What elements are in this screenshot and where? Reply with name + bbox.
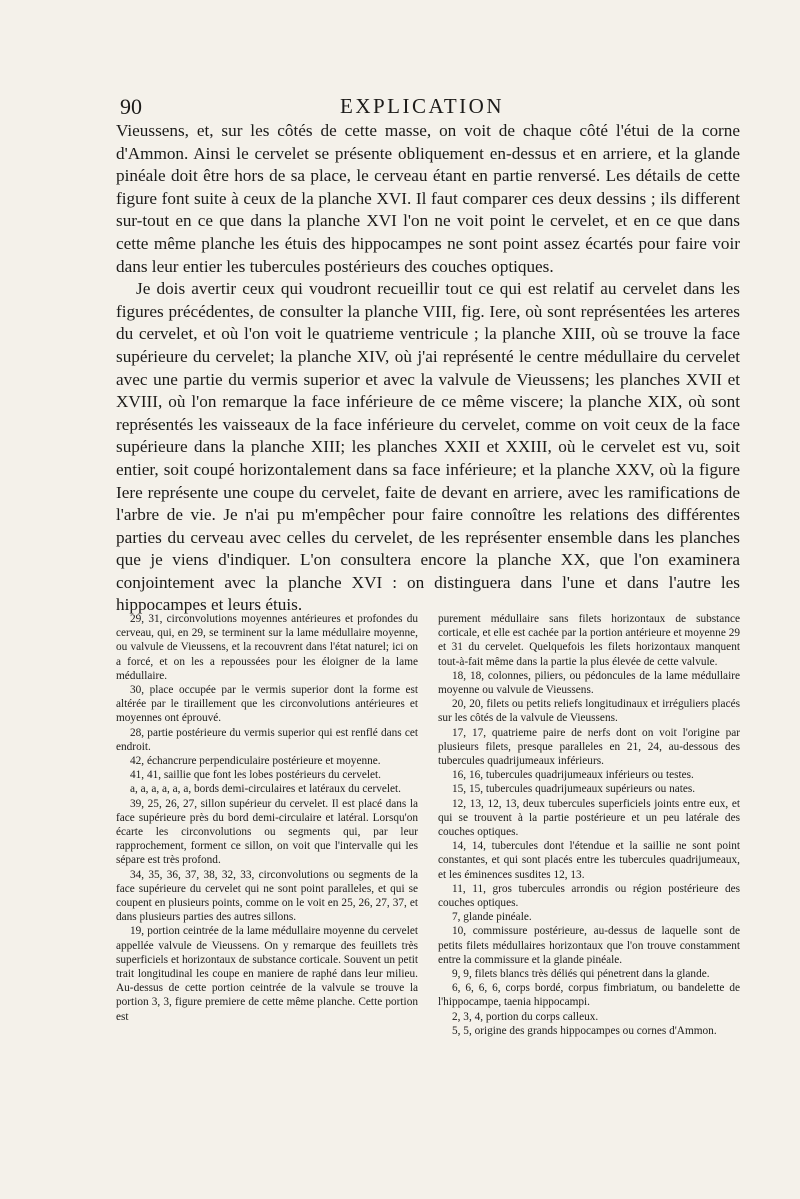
- note-item: 6, 6, 6, 6, corps bordé, corpus fimbriatum, ou bandelette de l'hippocampe, taenia hippocampi.: [438, 982, 740, 1009]
- note-item: 29, 31, circonvolutions moyennes antérieures et profondes du cerveau, qui, en 29, se terminent sur la lame médullaire moyenne, ou valvule de Vieussens, et la recouvrent dans l'état naturel; ici on a forcé, et on les a repoussées pour les éloigner de la lame médullaire.: [116, 613, 418, 682]
- note-item: 12, 13, 12, 13, deux tubercules superficiels joints entre eux, et qui se trouvent à la partie postérieure et un peu latérale des couches optiques.: [438, 797, 740, 839]
- note-item: 28, partie postérieure du vermis superior qui est renflé dans cet endroit.: [116, 726, 418, 753]
- note-item: 42, échancrure perpendiculaire postérieure et moyenne.: [130, 755, 381, 768]
- note-item: 9, 9, filets blancs très déliés qui pénetrent dans la glande.: [452, 968, 710, 981]
- note-item: 15, 15, tubercules quadrijumeaux supérieurs ou nates.: [452, 783, 696, 796]
- note-item: 5, 5, origine des grands hippocampes ou cornes d'Ammon.: [452, 1024, 717, 1037]
- running-title: EXPLICATION: [340, 94, 504, 118]
- note-item: 7, glande pinéale.: [452, 911, 532, 924]
- main-text: [116, 120, 740, 617]
- note-item: 41, 41, saillie que font les lobes postérieurs du cervelet.: [130, 769, 381, 782]
- note-item: purement médullaire sans filets horizontaux de substance corticale, et elle est cachée par la portion antérieure et moyenne 29 et 31 du cervelet. Quelquefois les filets horizontaux manquent tout-à-fait même dans la partie la plus élevée de cette valvule.: [438, 613, 740, 668]
- note-item: 30, place occupée par le vermis superior dont la forme est altérée par le tiraillement que les circonvolutions antérieures et moyennes ont éprouvé.: [116, 684, 418, 725]
- note-item: 39, 25, 26, 27, sillon supérieur du cervelet. Il est placé dans la face supérieure près du bord demi-circulaire et latéral. Lorsqu'on écarte les circonvolutions ou segments qui, par leur rapprochement, forment ce sillon, on voit que l'intervalle qui les sépare est très profond.: [116, 797, 418, 867]
- notes-right-column: [438, 612, 740, 1038]
- notes-left-column: [116, 612, 418, 1038]
- note-item: 16, 16, tubercules quadrijumeaux inférieurs ou testes.: [452, 769, 694, 782]
- note-item: 19, portion ceintrée de la lame médullaire moyenne du cervelet appellée valvule de Vieussens. On y remarque des feuillets très superficiels et horizontaux de substance corticale. Souvent un petit trait longitudinal les coupe en maniere de raphé dans leur milieu. Au-dessus de cette portion ceintrée de la valvule se trouve la portion 3, 3, figure premiere de cette même planche. Cette portion est: [116, 925, 418, 1023]
- note-item: a, a, a, a, a, a, bords demi-circulaires et latéraux du cervelet.: [130, 783, 401, 796]
- note-item: 18, 18, colonnes, piliers, ou pédoncules de la lame médullaire moyenne ou valvule de Vieussens.: [438, 669, 740, 697]
- page-number: 90: [120, 94, 142, 119]
- note-item: 17, 17, quatrieme paire de nerfs dont on voit l'origine par plusieurs filets, presque paralleles en 21, 24, au-dessous des tubercules quadrijumeaux inférieurs.: [438, 726, 740, 768]
- note-item: 34, 35, 36, 37, 38, 32, 33, circonvolutions ou segments de la face supérieure du cervelet qui ne sont point paralleles, et qui se coupent en plusieurs points, comme on le voit en 25, 26, 27, 37, et dans plusieurs parties des autres sillons.: [116, 868, 418, 924]
- note-item: 11, 11, gros tubercules arrondis ou région postérieure des couches optiques.: [438, 882, 740, 910]
- note-item: 2, 3, 4, portion du corps calleux.: [452, 1010, 599, 1023]
- main-paragraph-2: Je dois avertir ceux qui voudront recueillir tout ce qui est relatif au cervelet dans les figures précédentes, de consulter la planche VIII, fig. Iere, où sont représentées les arteres du cervelet, et où l'on voit le quatrieme ventricule ; la planche XIII, où se trouve la face supérieure du cervelet; la planche XIV, où j'ai représenté le centre médullaire du cervelet avec une partie du vermis superior et avec la valvule de Vieussens; les planches XVII et XVIII, où l'on remarque la face inférieure de ce même viscere; la planche XIX, où sont représentés les vaisseaux de la face inférieure du cervelet, comme on voit ceux de la face supérieure dans la planche XIII; les planches XXII et XXIII, où le cervelet est vu, soit entier, soit coupé horizontalement dans sa face inférieure; et la planche XXV, où la figure Iere représente une coupe du cervelet, faite de devant en arriere, avec les ramifications de l'arbre de vie. Je n'ai pu m'empêcher pour faire connoître les relations des différentes parties du cerveau avec celles du cervelet, de les représenter ensemble dans les planches que je viens d'indiquer. L'on consultera encore la planche XX, que l'on examinera conjointement avec la planche XVI : on distinguera dans l'une et dans l'autre les hippocampes et leurs étuis.: [116, 279, 740, 615]
- main-paragraph-1: Vieussens, et, sur les côtés de cette masse, on voit de chaque côté l'étui de la corne d'Ammon. Ainsi le cervelet se présente obliquement en-dessus et en arriere, et la glande pinéale doit être hors de sa place, le cerveau étant en partie renversé. Les détails de cette figure font suite à ceux de la planche XVI. Il faut comparer ces deux dessins ; ils different sur-tout en ce que dans la planche XVI l'on ne voit point le cervelet, et en ce que dans cette même planche les étuis des hippocampes ne sont point assez écartés pour faire voir dans leur entier les tubercules postérieurs des couches optiques.: [116, 121, 740, 276]
- explanation-notes: [116, 612, 740, 1038]
- note-item: 14, 14, tubercules dont l'étendue et la saillie ne sont point constantes, et qui sont placés entre les tubercules quadrijumeaux, et les éminences susdites 12, 13.: [438, 840, 740, 881]
- note-item: 20, 20, filets ou petits reliefs longitudinaux et irréguliers placés sur les côtés de la valvule de Vieussens.: [438, 698, 740, 725]
- note-item: 10, commissure postérieure, au-dessus de laquelle sont de petits filets médullaires horizontaux que l'on trouve constamment entre la commissure et la glande pinéale.: [438, 925, 740, 966]
